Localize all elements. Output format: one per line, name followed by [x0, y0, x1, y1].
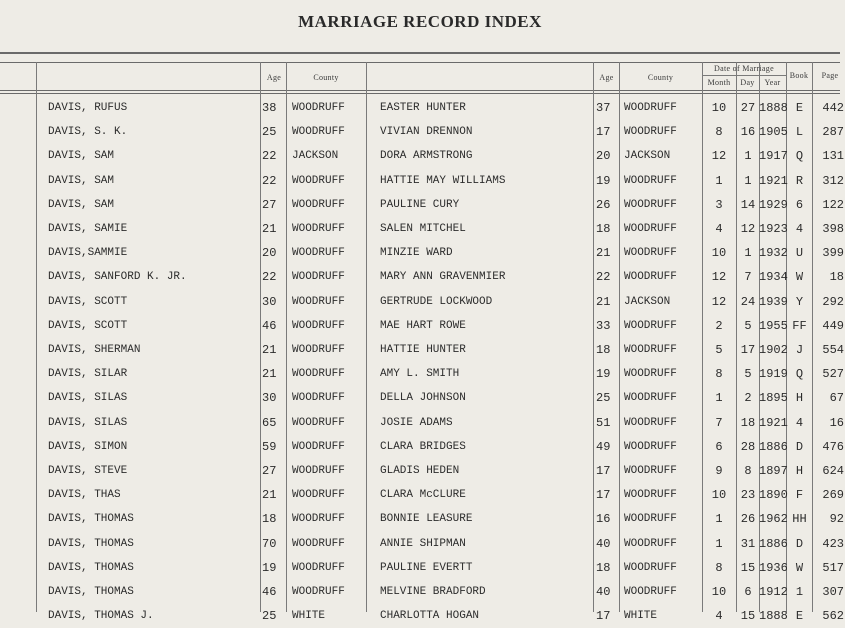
groom-county-cell: WOODRUFF [292, 513, 345, 526]
groom-county-cell: WOODRUFF [292, 416, 345, 429]
groom-county-cell: WOODRUFF [292, 319, 345, 332]
day-cell: 2 [744, 391, 752, 406]
bride-name-cell: EASTER HUNTER [380, 102, 466, 114]
book-cell: H [795, 391, 804, 406]
bride-age-cell: 22 [596, 270, 611, 285]
groom-age-cell: 65 [262, 415, 277, 430]
date-header-divider [702, 75, 786, 76]
bride-name-cell: MAE HART ROWE [380, 319, 466, 332]
page-cell: 292 [822, 294, 844, 309]
groom-county-cell: WOODRUFF [292, 271, 345, 284]
bride-age-cell: 51 [596, 415, 611, 430]
groom-age-cell: 19 [262, 560, 277, 575]
day-cell: 5 [744, 318, 752, 333]
bride-age-cell: 25 [596, 391, 611, 406]
groom-age-cell: 27 [262, 464, 277, 478]
page-cell: 67 [829, 391, 844, 406]
book-cell: 1 [795, 585, 804, 599]
groom-county-cell: WOODRUFF [292, 368, 345, 381]
book-cell: H [795, 464, 804, 478]
bride-county-cell: WOODRUFF [624, 344, 677, 356]
bride-name-cell: JOSIE ADAMS [380, 416, 453, 429]
header-book: Book [789, 71, 809, 80]
month-cell: 4 [715, 222, 723, 236]
groom-county-cell: WOODRUFF [292, 440, 345, 453]
bride-age-cell: 18 [596, 560, 611, 575]
groom-age-cell: 22 [262, 270, 277, 285]
bride-age-cell: 16 [596, 512, 611, 527]
header-age: Age [266, 73, 282, 82]
groom-county-cell: WHITE [292, 610, 326, 623]
groom-county-cell: WOODRUFF [292, 247, 345, 260]
bride-age-cell: 17 [596, 464, 611, 478]
month-cell: 7 [715, 415, 723, 430]
groom-name-cell: DAVIS, SANFORD K. JR. [48, 271, 187, 284]
book-cell: E [795, 609, 804, 624]
bride-age-cell: 19 [596, 173, 611, 188]
table-row [0, 144, 844, 168]
year-cell: 1939 [759, 294, 788, 309]
year-cell: 1932 [759, 246, 788, 261]
groom-age-cell: 46 [262, 585, 277, 599]
month-cell: 3 [715, 197, 723, 212]
bride-name-cell: PAULINE EVERTT [380, 561, 473, 574]
table-row [0, 483, 844, 507]
month-cell: 5 [715, 343, 723, 357]
groom-age-cell: 30 [262, 294, 277, 309]
page-cell: 307 [822, 585, 844, 599]
groom-county-cell: WOODRUFF [292, 561, 345, 574]
table-row [0, 241, 844, 265]
bride-county-cell: WOODRUFF [624, 247, 677, 260]
bride-age-cell: 40 [596, 585, 611, 599]
table-row [0, 580, 844, 604]
bride-name-cell: HATTIE HUNTER [380, 344, 466, 356]
groom-name-cell: DAVIS, THOMAS [48, 513, 134, 526]
book-cell: W [795, 560, 804, 575]
header-bride-county: County [647, 73, 674, 82]
page-cell: 18 [829, 270, 844, 285]
groom-name-cell: DAVIS, SHERMAN [48, 344, 141, 356]
groom-age-cell: 46 [262, 318, 277, 333]
page-cell: 449 [822, 318, 844, 333]
day-cell: 28 [740, 439, 756, 454]
day-cell: 7 [744, 270, 752, 285]
book-cell: R [795, 173, 804, 188]
groom-county-cell: WOODRUFF [292, 586, 345, 598]
groom-name-cell: DAVIS, THOMAS [48, 586, 134, 598]
bride-county-cell: WOODRUFF [624, 440, 677, 453]
year-cell: 1890 [759, 488, 788, 503]
header-page: Page [821, 71, 839, 80]
year-cell: 1912 [759, 585, 788, 599]
page-cell: 442 [822, 101, 844, 115]
bride-county-cell: WOODRUFF [624, 561, 677, 574]
month-cell: 10 [711, 246, 727, 261]
groom-county-cell: WOODRUFF [292, 392, 345, 405]
day-cell: 6 [744, 585, 752, 599]
groom-name-cell: DAVIS, THOMAS J. [48, 610, 154, 623]
bride-age-cell: 20 [596, 149, 611, 164]
bride-name-cell: HATTIE MAY WILLIAMS [380, 174, 506, 187]
month-cell: 12 [711, 294, 727, 309]
bride-age-cell: 40 [596, 536, 611, 551]
day-cell: 16 [740, 125, 756, 140]
month-cell: 6 [715, 439, 723, 454]
bride-county-cell: WOODRUFF [624, 223, 677, 235]
bride-name-cell: MELVINE BRADFORD [380, 586, 486, 598]
year-cell: 1934 [759, 270, 788, 285]
year-cell: 1923 [759, 222, 788, 236]
bride-county-cell: WOODRUFF [624, 319, 677, 332]
bride-name-cell: PAULINE CURY [380, 198, 460, 211]
page-cell: 131 [822, 149, 844, 164]
bride-county-cell: WOODRUFF [624, 271, 677, 284]
bride-name-cell: CLARA McCLURE [380, 489, 466, 502]
bride-county-cell: WOODRUFF [624, 368, 677, 381]
groom-age-cell: 30 [262, 391, 277, 406]
day-cell: 5 [744, 367, 752, 382]
month-cell: 10 [711, 101, 727, 115]
groom-county-cell: WOODRUFF [292, 344, 345, 356]
book-cell: Y [795, 294, 804, 309]
month-cell: 12 [711, 270, 727, 285]
month-cell: 2 [715, 318, 723, 333]
month-cell: 1 [715, 391, 723, 406]
book-cell: FF [792, 318, 807, 333]
groom-county-cell: WOODRUFF [292, 489, 345, 502]
bride-age-cell: 18 [596, 343, 611, 357]
header-top-rule [0, 62, 840, 63]
year-cell: 1888 [759, 101, 788, 115]
year-cell: 1902 [759, 343, 788, 357]
header-bottom-rule-2 [0, 93, 840, 94]
groom-name-cell: DAVIS, SCOTT [48, 319, 128, 332]
book-cell: D [795, 439, 804, 454]
table-row [0, 532, 844, 556]
year-cell: 1917 [759, 149, 788, 164]
year-cell: 1897 [759, 464, 788, 478]
book-cell: HH [792, 512, 807, 527]
bride-name-cell: MARY ANN GRAVENMIER [380, 271, 506, 284]
bride-name-cell: SALEN MITCHEL [380, 223, 466, 235]
day-cell: 26 [740, 512, 756, 527]
bride-age-cell: 33 [596, 318, 611, 333]
page-cell: 399 [822, 246, 844, 261]
bride-name-cell: BONNIE LEASURE [380, 513, 473, 526]
groom-name-cell: DAVIS, SCOTT [48, 295, 128, 308]
year-cell: 1955 [759, 318, 788, 333]
page-cell: 269 [822, 488, 844, 503]
bride-age-cell: 18 [596, 222, 611, 236]
month-cell: 1 [715, 173, 723, 188]
table-row [0, 459, 844, 483]
year-cell: 1936 [759, 560, 788, 575]
month-cell: 4 [715, 609, 723, 624]
bride-name-cell: ANNIE SHIPMAN [380, 537, 466, 550]
groom-name-cell: DAVIS, S. K. [48, 126, 128, 139]
book-cell: W [795, 270, 804, 285]
table-row [0, 96, 844, 120]
groom-name-cell: DAVIS, SILAS [48, 416, 128, 429]
day-cell: 14 [740, 197, 756, 212]
bride-county-cell: WOODRUFF [624, 465, 677, 477]
bride-age-cell: 21 [596, 294, 611, 309]
bride-name-cell: MINZIE WARD [380, 247, 453, 260]
bride-county-cell: WOODRUFF [624, 586, 677, 598]
day-cell: 31 [740, 536, 756, 551]
page-cell: 476 [822, 439, 844, 454]
month-cell: 8 [715, 367, 723, 382]
groom-age-cell: 22 [262, 173, 277, 188]
year-cell: 1929 [759, 197, 788, 212]
header-day: Day [740, 78, 755, 87]
table-row [0, 507, 844, 531]
groom-county-cell: WOODRUFF [292, 223, 345, 235]
groom-name-cell: DAVIS, RUFUS [48, 102, 128, 114]
page-cell: 312 [822, 173, 844, 188]
groom-name-cell: DAVIS, THOMAS [48, 537, 134, 550]
page-cell: 517 [822, 560, 844, 575]
year-cell: 1921 [759, 415, 788, 430]
book-cell: 6 [795, 197, 804, 212]
table-row [0, 120, 844, 144]
book-cell: Q [795, 149, 804, 164]
book-cell: L [795, 125, 804, 140]
page-cell: 527 [822, 367, 844, 382]
day-cell: 17 [740, 343, 756, 357]
bride-county-cell: WOODRUFF [624, 392, 677, 405]
bride-county-cell: WOODRUFF [624, 174, 677, 187]
groom-age-cell: 20 [262, 246, 277, 261]
groom-name-cell: DAVIS,SAMMIE [48, 247, 128, 260]
book-cell: F [795, 488, 804, 503]
table-row [0, 386, 844, 410]
year-cell: 1888 [759, 609, 788, 624]
year-cell: 1962 [759, 512, 788, 527]
day-cell: 15 [740, 560, 756, 575]
month-cell: 9 [715, 464, 723, 478]
table-row [0, 290, 844, 314]
bride-county-cell: WHITE [624, 610, 658, 623]
table-row [0, 556, 844, 580]
month-cell: 8 [715, 560, 723, 575]
table-row [0, 314, 844, 338]
bride-age-cell: 21 [596, 246, 611, 261]
book-cell: 4 [795, 222, 804, 236]
groom-age-cell: 21 [262, 367, 277, 382]
header-bride-age: Age [599, 73, 614, 82]
bride-name-cell: CLARA BRIDGES [380, 440, 466, 453]
page-cell: 122 [822, 197, 844, 212]
groom-name-cell: DAVIS, SAM [48, 174, 115, 187]
day-cell: 24 [740, 294, 756, 309]
bride-county-cell: WOODRUFF [624, 489, 677, 502]
bride-county-cell: WOODRUFF [624, 126, 677, 139]
page-cell: 624 [822, 464, 844, 478]
groom-name-cell: DAVIS, THOMAS [48, 561, 134, 574]
month-cell: 1 [715, 512, 723, 527]
day-cell: 1 [744, 246, 752, 261]
bride-age-cell: 17 [596, 609, 611, 624]
day-cell: 1 [744, 149, 752, 164]
page-cell: 554 [822, 343, 844, 357]
top-rule [0, 52, 840, 54]
groom-age-cell: 22 [262, 149, 277, 164]
book-cell: U [795, 246, 804, 261]
groom-age-cell: 27 [262, 197, 277, 212]
groom-name-cell: DAVIS, SAMIE [48, 223, 128, 235]
groom-county-cell: WOODRUFF [292, 465, 345, 477]
year-cell: 1895 [759, 391, 788, 406]
month-cell: 8 [715, 125, 723, 140]
table-row [0, 604, 844, 628]
bride-name-cell: CHARLOTTA HOGAN [380, 610, 480, 623]
year-cell: 1921 [759, 173, 788, 188]
bride-age-cell: 17 [596, 125, 611, 140]
groom-name-cell: DAVIS, STEVE [48, 465, 128, 477]
groom-name-cell: DAVIS, SILAR [48, 368, 128, 381]
bride-name-cell: AMY L. SMITH [380, 368, 460, 381]
page-cell: 423 [822, 536, 844, 551]
groom-name-cell: DAVIS, SIMON [48, 440, 128, 453]
bride-age-cell: 19 [596, 367, 611, 382]
day-cell: 23 [740, 488, 756, 503]
day-cell: 18 [740, 415, 756, 430]
groom-age-cell: 21 [262, 343, 277, 357]
month-cell: 1 [715, 536, 723, 551]
groom-county-cell: JACKSON [292, 150, 339, 163]
bride-county-cell: WOODRUFF [624, 537, 677, 550]
bride-county-cell: WOODRUFF [624, 513, 677, 526]
bride-age-cell: 17 [596, 488, 611, 503]
bride-age-cell: 37 [596, 101, 611, 115]
year-cell: 1919 [759, 367, 788, 382]
page-cell: 92 [829, 512, 844, 527]
bride-name-cell: GLADIS HEDEN [380, 465, 460, 477]
header-month: Month [707, 78, 731, 87]
bride-county-cell: JACKSON [624, 150, 671, 163]
page-title: MARRIAGE RECORD INDEX [298, 12, 542, 31]
header-county: County [313, 73, 339, 82]
table-row [0, 338, 844, 362]
bride-name-cell: DELLA JOHNSON [380, 392, 466, 405]
table-row [0, 362, 844, 386]
table-row [0, 217, 844, 241]
groom-county-cell: WOODRUFF [292, 126, 345, 139]
bride-county-cell: JACKSON [624, 295, 671, 308]
year-cell: 1886 [759, 536, 788, 551]
table-row [0, 193, 844, 217]
groom-age-cell: 25 [262, 125, 277, 140]
page-cell: 562 [822, 609, 844, 624]
month-cell: 10 [711, 488, 727, 503]
groom-age-cell: 38 [262, 101, 277, 115]
day-cell: 27 [740, 101, 756, 115]
groom-name-cell: DAVIS, THAS [48, 489, 121, 502]
page-cell: 398 [822, 222, 844, 236]
groom-county-cell: WOODRUFF [292, 198, 345, 211]
table-row [0, 169, 844, 193]
month-cell: 10 [711, 585, 727, 599]
page-cell: 287 [822, 125, 844, 140]
groom-age-cell: 21 [262, 222, 277, 236]
table-row [0, 411, 844, 435]
day-cell: 15 [740, 609, 756, 624]
month-cell: 12 [711, 149, 727, 164]
groom-age-cell: 70 [262, 536, 277, 551]
bride-name-cell: VIVIAN DRENNON [380, 126, 473, 139]
day-cell: 1 [744, 173, 752, 188]
book-cell: 4 [795, 415, 804, 430]
groom-name-cell: DAVIS, SILAS [48, 392, 128, 405]
day-cell: 12 [740, 222, 756, 236]
year-cell: 1905 [759, 125, 788, 140]
bride-name-cell: DORA ARMSTRONG [380, 150, 473, 163]
year-cell: 1886 [759, 439, 788, 454]
table-row [0, 265, 844, 289]
book-cell: E [795, 101, 804, 115]
book-cell: Q [795, 367, 804, 382]
bride-county-cell: WOODRUFF [624, 416, 677, 429]
groom-age-cell: 21 [262, 488, 277, 503]
table-row [0, 435, 844, 459]
groom-county-cell: WOODRUFF [292, 102, 345, 114]
bride-age-cell: 49 [596, 439, 611, 454]
bride-age-cell: 26 [596, 197, 611, 212]
groom-county-cell: WOODRUFF [292, 537, 345, 550]
book-cell: J [795, 343, 804, 357]
groom-age-cell: 18 [262, 512, 277, 527]
groom-name-cell: DAVIS, SAM [48, 150, 115, 163]
page-cell: 16 [829, 415, 844, 430]
bride-name-cell: GERTRUDE LOCKWOOD [380, 295, 493, 308]
groom-county-cell: WOODRUFF [292, 295, 345, 308]
groom-county-cell: WOODRUFF [292, 174, 345, 187]
day-cell: 8 [744, 464, 752, 478]
header-bottom-rule [0, 90, 840, 91]
header-year: Year [764, 78, 781, 87]
groom-age-cell: 59 [262, 439, 277, 454]
groom-name-cell: DAVIS, SAM [48, 198, 115, 211]
bride-county-cell: WOODRUFF [624, 198, 677, 211]
header-date-of-marriage: Date of Marriage [714, 64, 774, 73]
book-cell: D [795, 536, 804, 551]
bride-county-cell: WOODRUFF [624, 102, 677, 114]
groom-age-cell: 25 [262, 609, 277, 624]
